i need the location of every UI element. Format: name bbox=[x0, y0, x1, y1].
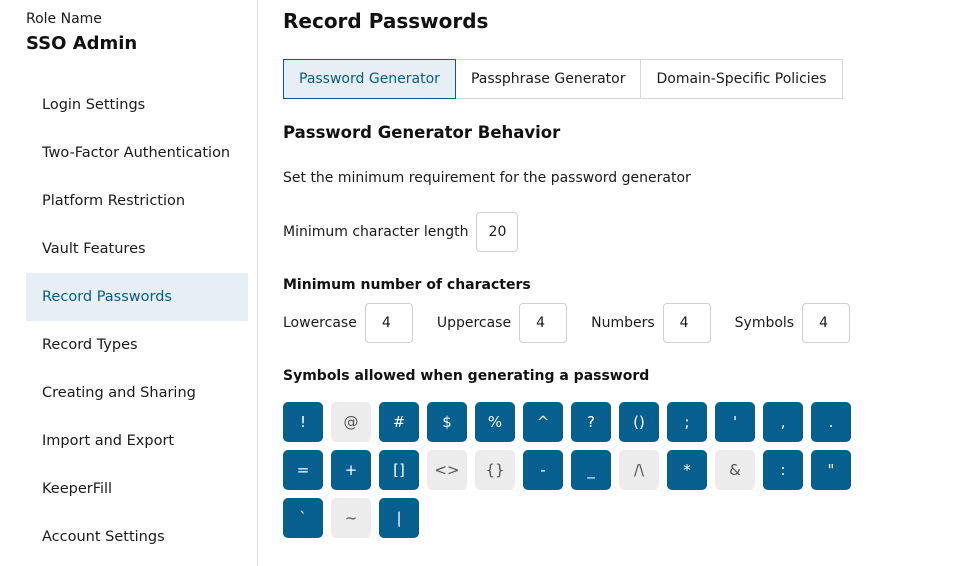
lowercase-label: Lowercase bbox=[283, 315, 357, 331]
section-description: Set the minimum requirement for the password generator bbox=[283, 170, 691, 186]
symbol-toggle[interactable]: _ bbox=[571, 450, 611, 490]
symbol-toggle[interactable]: ` bbox=[283, 498, 323, 538]
uppercase-input[interactable]: 4 bbox=[519, 303, 567, 343]
sidebar-item-platform-restriction[interactable]: Platform Restriction bbox=[42, 193, 186, 209]
symbol-toggle[interactable]: * bbox=[667, 450, 707, 490]
numbers-input[interactable]: 4 bbox=[663, 303, 711, 343]
role-name: SSO Admin bbox=[26, 33, 138, 54]
symbols-label: Symbols bbox=[734, 315, 795, 331]
symbol-toggle[interactable]: $ bbox=[427, 402, 467, 442]
sidebar-item-login-settings[interactable]: Login Settings bbox=[42, 97, 146, 113]
symbol-toggle[interactable]: /\ bbox=[619, 450, 659, 490]
sidebar-item-vault-features[interactable]: Vault Features bbox=[42, 241, 146, 257]
symbol-toggle[interactable]: % bbox=[475, 402, 515, 442]
symbol-toggle[interactable]: {} bbox=[475, 450, 515, 490]
sidebar-item-keeperfill[interactable]: KeeperFill bbox=[42, 481, 113, 497]
tab-password-generator[interactable]: Password Generator bbox=[283, 59, 456, 99]
uppercase-label: Uppercase bbox=[436, 315, 512, 331]
section-title: Password Generator Behavior bbox=[283, 123, 561, 142]
lowercase-input[interactable]: 4 bbox=[365, 303, 413, 343]
min-chars-row bbox=[283, 303, 850, 343]
symbol-toggle[interactable]: ~ bbox=[331, 498, 371, 538]
min-chars-heading: Minimum number of characters bbox=[283, 277, 531, 293]
symbol-toggle[interactable]: () bbox=[619, 402, 659, 442]
symbol-toggle[interactable]: ^ bbox=[523, 402, 563, 442]
symbol-toggle[interactable]: : bbox=[763, 450, 803, 490]
symbols-input[interactable]: 4 bbox=[802, 303, 850, 343]
min-length-row bbox=[283, 212, 518, 252]
symbol-toggle[interactable]: ; bbox=[667, 402, 707, 442]
sidebar-item-import-and-export[interactable]: Import and Export bbox=[42, 433, 175, 449]
symbol-toggle[interactable]: ! bbox=[283, 402, 323, 442]
symbol-toggle[interactable]: ? bbox=[571, 402, 611, 442]
min-length-input[interactable]: 20 bbox=[476, 212, 518, 252]
sidebar-item-creating-and-sharing[interactable]: Creating and Sharing bbox=[42, 385, 196, 401]
symbol-toggle[interactable]: " bbox=[811, 450, 851, 490]
sidebar-item-record-passwords[interactable]: Record Passwords bbox=[26, 273, 248, 321]
numbers-label: Numbers bbox=[591, 315, 655, 331]
sidebar-item-account-settings[interactable]: Account Settings bbox=[42, 529, 165, 545]
symbols-heading: Symbols allowed when generating a password bbox=[283, 368, 650, 384]
sidebar-item-record-types[interactable]: Record Types bbox=[42, 337, 138, 353]
symbol-toggle[interactable]: & bbox=[715, 450, 755, 490]
page-title: Record Passwords bbox=[283, 9, 489, 33]
symbol-toggle-grid bbox=[283, 402, 863, 538]
symbol-toggle[interactable]: = bbox=[283, 450, 323, 490]
tab-passphrase-generator[interactable]: Passphrase Generator bbox=[455, 59, 642, 99]
symbol-toggle[interactable]: # bbox=[379, 402, 419, 442]
sidebar bbox=[0, 0, 258, 566]
settings-nav bbox=[26, 81, 248, 561]
symbol-toggle[interactable]: . bbox=[811, 402, 851, 442]
sidebar-item-two-factor-authentication[interactable]: Two-Factor Authentication bbox=[42, 145, 231, 161]
symbol-toggle[interactable]: @ bbox=[331, 402, 371, 442]
symbol-toggle[interactable]: , bbox=[763, 402, 803, 442]
min-length-label: Minimum character length bbox=[283, 224, 469, 240]
symbol-toggle[interactable]: <> bbox=[427, 450, 467, 490]
symbol-toggle[interactable]: ' bbox=[715, 402, 755, 442]
symbol-toggle[interactable]: - bbox=[523, 450, 563, 490]
generator-tabs bbox=[283, 59, 843, 99]
symbol-toggle[interactable]: | bbox=[379, 498, 419, 538]
role-name-label: Role Name bbox=[26, 11, 102, 27]
symbol-toggle[interactable]: [] bbox=[379, 450, 419, 490]
symbol-toggle[interactable]: + bbox=[331, 450, 371, 490]
tab-domain-specific-policies[interactable]: Domain-Specific Policies bbox=[640, 59, 842, 99]
